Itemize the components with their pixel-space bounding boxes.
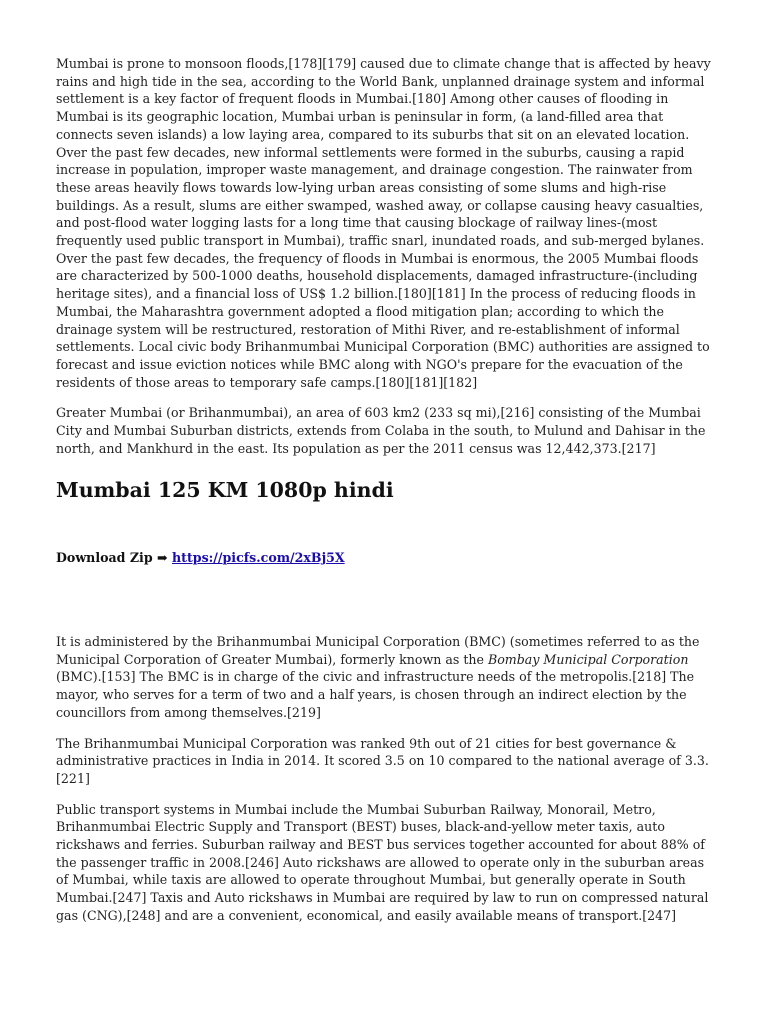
paragraph-transport: Public transport systems in Mumbai include the Mumbai Suburban Railway, Monorail, Metro, Brihanmumbai Electric Supply and Transport (BEST) buses, black-and-yellow meter taxis, auto rickshaws and ferries. Suburban railway and BEST bus services together accounted for about 88% of the passenger traffic in 2008.[246] Auto rickshaws are allowed to operate only in the suburban areas of Mumbai, while taxis are allowed to operate throughout Mumbai, but generally operate in South Mumbai.[247] Taxis and Auto rickshaws in Mumbai are required by law to run on compressed natural gas (CNG),[248] and are a convenient, economical, and easily available means of transport.[247] [56, 801, 709, 923]
document-page [56, 55, 718, 923]
page-heading: Mumbai 125 KM 1080p hindi [56, 478, 394, 502]
paragraph-bmc [56, 633, 718, 722]
paragraph-bmc-italic: Bombay Municipal Corporation [487, 651, 689, 667]
paragraph-floods: Mumbai is prone to monsoon floods,[178][179] caused due to climate change that is affected by heavy rains and high tide in the sea, according to the World Bank, unplanned drainage system and informal settlement is a key factor of frequent floods in Mumbai.[180] Among other causes of flooding in Mumbai is its geographic location, Mumbai urban is peninsular in form, (a land-filled area that connects seven islands) a low laying area, compared to its suburbs that sit on an elevated location. Over the past few decades, new informal settlements were formed in the suburbs, causing a rapid increase in population, improper waste management, and drainage congestion. The rainwater from these areas heavily flows towards low-lying urban areas consisting of some slums and high-rise buildings. As a result, slums are either swamped, washed away, or collapse causing heavy casualties, and post-flood water logging lasts for a long time that causing blockage of railway lines-(most frequently used public transport in Mumbai), traffic snarl, inundated roads, and sub-merged bylanes. Over the past few decades, the frequency of floods in Mumbai is enormous, the 2005 Mumbai floods are characterized by 500-1000 deaths, household displacements, damaged infrastructure-(including heritage sites), and a financial loss of US$ 1.2 billion.[180][181] In the process of reducing floods in Mumbai, the Maharashtra government adopted a flood mitigation plan; according to which the drainage system will be restructured, restoration of Mithi River, and re-establishment of informal settlements. Local civic body Brihanmumbai Municipal Corporation (BMC) authorities are assigned to forecast and issue eviction notices while BMC along with NGO's prepare for the evacuation of the residents of those areas to temporary safe camps.[180][181][182] [56, 56, 711, 390]
download-line [56, 549, 345, 567]
lower-section [56, 633, 718, 938]
paragraph-bmc-after: (BMC).[153] The BMC is in charge of the civic and infrastructure needs of the metropolis.[218] The mayor, who serves for a term of two and a half years, is chosen through an indirect election by the councillors from among themselves.[219] [56, 669, 695, 720]
download-link[interactable]: https://picfs.com/2xBj5X [171, 550, 345, 565]
paragraph-bmc-before: It is administered by the Brihanmumbai Municipal Corporation (BMC) (sometimes referred to as the Municipal Corporation of Greater Mumbai), formerly known as the [56, 634, 700, 667]
download-label: Download Zip ➡ [56, 550, 172, 565]
paragraph-greater-mumbai: Greater Mumbai (or Brihanmumbai), an area of 603 km2 (233 sq mi),[216] consisting of the Mumbai City and Mumbai Suburban districts, extends from Colaba in the south, to Mulund and Dahisar in the north, and Mankhurd in the east. Its population as per the 2011 census was 12,442,373.[217] [56, 405, 706, 456]
paragraph-governance: The Brihanmumbai Municipal Corporation was ranked 9th out of 21 cities for best governance & administrative practices in India in 2014. It scored 3.5 on 10 compared to the national average of 3.3.[221] [56, 735, 709, 786]
